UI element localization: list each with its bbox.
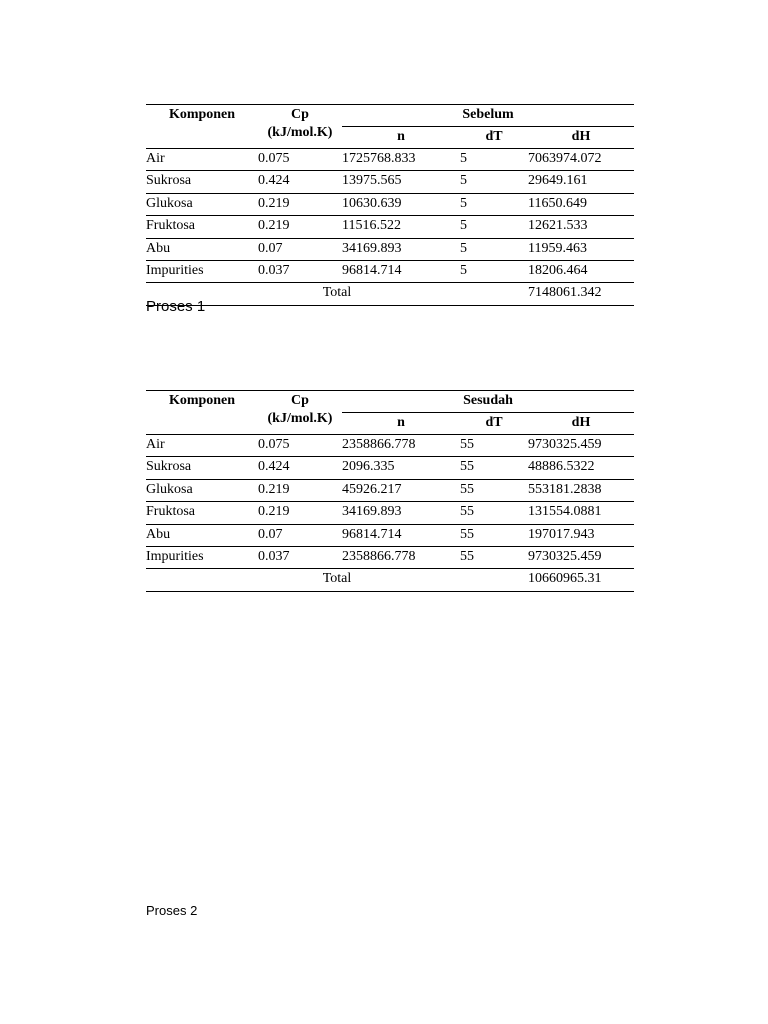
- cell-komponen: Sukrosa: [146, 171, 258, 193]
- table-row: [146, 546, 634, 568]
- cell-cp: 0.424: [258, 457, 342, 479]
- table-row: [146, 479, 634, 501]
- table-sesudah: [146, 390, 634, 592]
- total-label: Total: [146, 283, 528, 305]
- cell-komponen: Sukrosa: [146, 457, 258, 479]
- cell-n: 45926.217: [342, 479, 460, 501]
- table-row: [146, 435, 634, 457]
- header-dh: dH: [528, 413, 634, 435]
- header-dt: dT: [460, 127, 528, 149]
- cell-dt: 55: [460, 457, 528, 479]
- table-sebelum: [146, 104, 634, 306]
- cell-dt: 5: [460, 260, 528, 282]
- cell-dh: 11650.649: [528, 193, 634, 215]
- caption-proses-2: Proses 2: [146, 903, 198, 918]
- cell-komponen: Fruktosa: [146, 216, 258, 238]
- cell-dt: 55: [460, 479, 528, 501]
- cell-dt: 5: [460, 193, 528, 215]
- cell-dt: 5: [460, 171, 528, 193]
- total-row: [146, 569, 634, 591]
- cell-dt: 55: [460, 524, 528, 546]
- cell-komponen: Fruktosa: [146, 502, 258, 524]
- header-row: [146, 105, 634, 127]
- cell-n: 96814.714: [342, 524, 460, 546]
- header-cp-unit: (kJ/mol.K): [267, 411, 333, 426]
- cell-n: 34169.893: [342, 238, 460, 260]
- cell-cp: 0.037: [258, 260, 342, 282]
- cell-cp: 0.037: [258, 546, 342, 568]
- cell-dh: 197017.943: [528, 524, 634, 546]
- cell-dt: 5: [460, 216, 528, 238]
- cell-n: 96814.714: [342, 260, 460, 282]
- header-n: n: [342, 413, 460, 435]
- cell-n: 11516.522: [342, 216, 460, 238]
- header-dt: dT: [460, 413, 528, 435]
- cell-dh: 9730325.459: [528, 435, 634, 457]
- header-cp: [258, 391, 342, 435]
- header-row: [146, 391, 634, 413]
- cell-n: 2358866.778: [342, 546, 460, 568]
- cell-komponen: Glukosa: [146, 193, 258, 215]
- cell-dh: 12621.533: [528, 216, 634, 238]
- cell-cp: 0.075: [258, 435, 342, 457]
- cell-n: 2358866.778: [342, 435, 460, 457]
- table-row: [146, 238, 634, 260]
- cell-n: 2096.335: [342, 457, 460, 479]
- header-komponen: Komponen: [146, 391, 258, 435]
- total-row: [146, 283, 634, 305]
- cell-dt: 55: [460, 502, 528, 524]
- cell-komponen: Abu: [146, 238, 258, 260]
- total-value: 10660965.31: [528, 569, 634, 591]
- cell-dt: 55: [460, 435, 528, 457]
- cell-n: 1725768.833: [342, 149, 460, 171]
- cell-n: 13975.565: [342, 171, 460, 193]
- table-row: [146, 171, 634, 193]
- cell-komponen: Abu: [146, 524, 258, 546]
- table-row: [146, 149, 634, 171]
- header-cp: [258, 105, 342, 149]
- cell-n: 10630.639: [342, 193, 460, 215]
- cell-dt: 5: [460, 149, 528, 171]
- cell-cp: 0.075: [258, 149, 342, 171]
- table-row: [146, 216, 634, 238]
- header-cp-label: Cp: [291, 393, 309, 408]
- header-cp-unit: (kJ/mol.K): [267, 125, 333, 140]
- table-row: [146, 457, 634, 479]
- cell-dh: 553181.2838: [528, 479, 634, 501]
- table-row: [146, 524, 634, 546]
- header-group: Sebelum: [342, 105, 634, 127]
- header-cp-label: Cp: [291, 107, 309, 122]
- cell-dh: 11959.463: [528, 238, 634, 260]
- cell-n: 34169.893: [342, 502, 460, 524]
- cell-dt: 5: [460, 238, 528, 260]
- cell-cp: 0.424: [258, 171, 342, 193]
- cell-komponen: Glukosa: [146, 479, 258, 501]
- cell-komponen: Impurities: [146, 260, 258, 282]
- cell-dh: 48886.5322: [528, 457, 634, 479]
- cell-dh: 18206.464: [528, 260, 634, 282]
- table-row: [146, 193, 634, 215]
- cell-cp: 0.219: [258, 502, 342, 524]
- cell-komponen: Air: [146, 149, 258, 171]
- cell-cp: 0.219: [258, 193, 342, 215]
- cell-cp: 0.07: [258, 524, 342, 546]
- header-dh: dH: [528, 127, 634, 149]
- caption-proses-1: Proses 1: [146, 298, 206, 315]
- cell-dh: 29649.161: [528, 171, 634, 193]
- table-row: [146, 502, 634, 524]
- cell-cp: 0.219: [258, 479, 342, 501]
- cell-cp: 0.07: [258, 238, 342, 260]
- cell-cp: 0.219: [258, 216, 342, 238]
- cell-dt: 55: [460, 546, 528, 568]
- header-n: n: [342, 127, 460, 149]
- cell-dh: 7063974.072: [528, 149, 634, 171]
- total-value: 7148061.342: [528, 283, 634, 305]
- total-label: Total: [146, 569, 528, 591]
- cell-komponen: Impurities: [146, 546, 258, 568]
- cell-komponen: Air: [146, 435, 258, 457]
- cell-dh: 9730325.459: [528, 546, 634, 568]
- table-row: [146, 260, 634, 282]
- header-group: Sesudah: [342, 391, 634, 413]
- header-komponen: Komponen: [146, 105, 258, 149]
- cell-dh: 131554.0881: [528, 502, 634, 524]
